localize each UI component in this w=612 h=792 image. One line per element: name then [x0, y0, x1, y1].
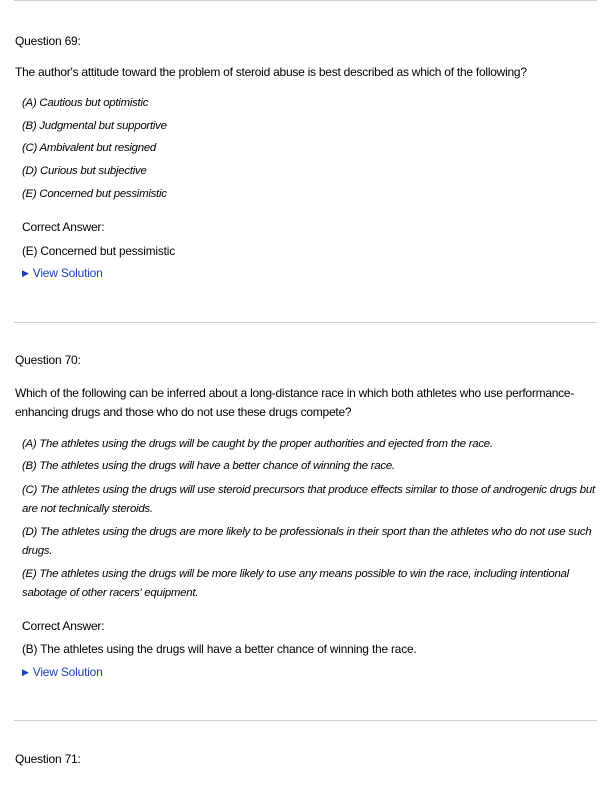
- answer-option: (E) Concerned but pessimistic: [22, 188, 167, 200]
- answer-option: (B) The athletes using the drugs will have a better chance of winning the race.: [22, 460, 395, 472]
- answer-option: (C) Ambivalent but resigned: [22, 142, 157, 154]
- question-number: Question 70:: [15, 353, 81, 367]
- answer-option: (D) Curious but subjective: [22, 165, 147, 177]
- question-text: Which of the following can be inferred about a long-distance race in which both athletes who use performance-enhancing drugs and those who do not use these drugs compete?: [15, 386, 575, 419]
- question-text: The author's attitude toward the problem of steroid abuse is best described as which of the following?: [15, 65, 527, 79]
- question-number: Question 71:: [15, 752, 81, 766]
- view-solution-label: View Solution: [32, 665, 103, 679]
- answer-option: (D) The athletes using the drugs are more likely to be professionals in their sport than the athletes who do not use such drugs.: [22, 526, 592, 557]
- play-triangle-icon: ▶: [22, 268, 29, 278]
- correct-answer-text: (E) Concerned but pessimistic: [22, 244, 176, 258]
- answer-option: (B) Judgmental but supportive: [22, 120, 167, 132]
- answer-option: (E) The athletes using the drugs will be more likely to use any means possible to win the race, including intentional sabotage of other racers' equipment.: [22, 568, 569, 599]
- divider: [14, 720, 597, 721]
- correct-answer-label: Correct Answer:: [22, 220, 105, 234]
- view-solution-link[interactable]: [22, 665, 103, 679]
- correct-answer-text: (B) The athletes using the drugs will have a better chance of winning the race.: [22, 642, 417, 656]
- question-number: Question 69:: [15, 34, 81, 48]
- divider-top: [14, 0, 597, 1]
- play-triangle-icon: ▶: [22, 667, 29, 677]
- view-solution-link[interactable]: [22, 266, 103, 280]
- answer-option: (A) The athletes using the drugs will be caught by the proper authorities and ejected from the race.: [22, 438, 493, 450]
- answer-option: (C) The athletes using the drugs will use steroid precursors that produce effects similar to those of androgenic drugs but are not technically steroids.: [22, 484, 595, 515]
- correct-answer-label: Correct Answer:: [22, 619, 105, 633]
- answer-option: (A) Cautious but optimistic: [22, 97, 149, 109]
- divider: [14, 322, 597, 323]
- view-solution-label: View Solution: [32, 266, 103, 280]
